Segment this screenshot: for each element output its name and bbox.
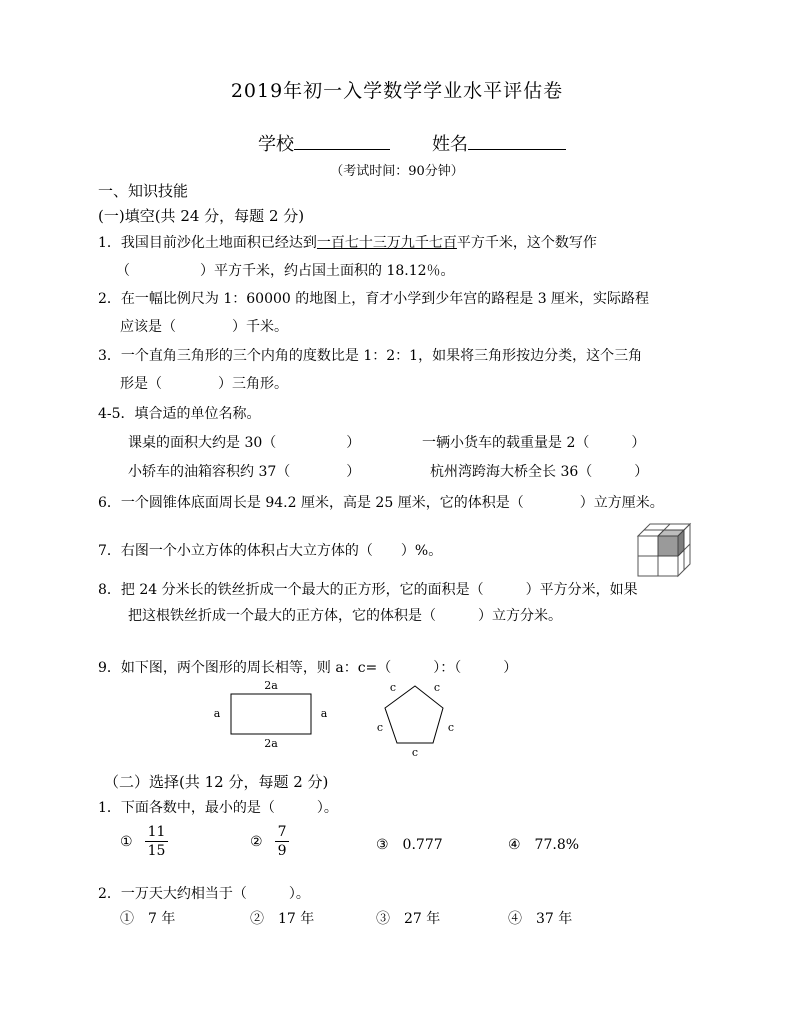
name-field[interactable] [432, 130, 566, 156]
question-7: 7．右图一个小立方体的体积占大立方体的（ ）%。 [98, 543, 443, 559]
school-label: 学校 [258, 134, 294, 155]
school-blank[interactable] [294, 137, 390, 150]
question-45-d: 杭州湾跨海大桥全长 36（ ） [430, 464, 649, 480]
pentagon-label: c [447, 721, 455, 734]
question-1-line2: （ ）平方千米，约占国土面积的 18.12％。 [116, 263, 455, 279]
choice-question-2: 2．一万天大约相当于（ ）。 [98, 886, 310, 902]
pentagon-figure [372, 676, 460, 758]
q1-underlined: 一百七十三万九千七百 [316, 235, 457, 251]
q1-post: 平方千米，这个数写作 [456, 235, 597, 251]
question-8-line1: 8．把 24 分米长的铁丝折成一个最大的正方形，它的面积是（ ）平方分米，如果 [98, 582, 638, 598]
rect-label-top: 2a [264, 679, 278, 692]
choice-2-option-3[interactable]: ③ 27 年 [376, 911, 441, 927]
pentagon-label: c [433, 681, 441, 694]
choice-1-option-2[interactable] [250, 823, 289, 860]
question-3-line1: 3．一个直角三角形的三个内角的度数比是 1：2：1，如果将三角形按边分类，这个三角 [98, 348, 643, 364]
question-45-intro: 4-5．填合适的单位名称。 [98, 406, 261, 422]
choice-2-option-4[interactable]: ④ 37 年 [508, 911, 573, 927]
pentagon-shape [385, 686, 443, 743]
q1-pre: 1．我国目前沙化土地面积已经达到 [98, 235, 317, 251]
question-8-line2: 把这根铁丝折成一个最大的正方体，它的体积是（ ）立方分米。 [128, 608, 562, 624]
question-6: 6．一个圆锥体底面周长是 94.2 厘米，高是 25 厘米，它的体积是（ ）立方厘米。 [98, 495, 664, 511]
fraction [275, 823, 290, 860]
option-marker: ② [250, 833, 263, 850]
cube-figure [636, 522, 698, 578]
pentagon-label: c [389, 681, 397, 694]
page-title: 2019年初一入学数学学业水平评估卷 [230, 80, 564, 102]
fill-heading: (一)填空(共 24 分，每题 2 分) [98, 207, 305, 225]
question-45-c: 小轿车的油箱容积约 37（ ） [128, 464, 361, 480]
pentagon-label: c [376, 721, 384, 734]
question-3-line2: 形是（ ）三角形。 [120, 376, 288, 392]
fraction-denominator: 9 [277, 843, 287, 859]
choice-1-option-1[interactable] [120, 823, 168, 860]
option-marker: ① [120, 833, 133, 850]
question-1-line1 [98, 232, 597, 252]
fraction-denominator: 15 [147, 843, 166, 859]
choice-2-option-1[interactable]: ① 7 年 [120, 911, 176, 927]
choice-2-option-2[interactable]: ② 17 年 [250, 911, 315, 927]
shaded-small-cube [658, 536, 678, 556]
question-2-line2: 应该是（ ）千米。 [120, 319, 288, 335]
name-label: 姓名 [432, 134, 468, 155]
question-45-a: 课桌的面积大约是 30（ ） [128, 435, 361, 451]
rect-label-bottom: 2a [264, 737, 278, 750]
section-heading: 一、知识技能 [98, 182, 189, 200]
question-2-line1: 2．在一幅比例尺为 1：60000 的地图上，育才小学到少年宫的路程是 3 厘米，实际路程 [98, 291, 650, 307]
fraction [145, 823, 169, 860]
exam-time: （考试时间：90分钟） [330, 164, 464, 179]
question-9: 9．如下图，两个图形的周长相等，则 a：c=（ ）：（ ） [98, 660, 518, 676]
choice-question-1: 1．下面各数中，最小的是（ ）。 [98, 800, 338, 816]
pentagon-label: c [411, 746, 419, 758]
rect-label-right: a [320, 707, 328, 720]
choice-1-option-4[interactable]: ④ 77.8% [508, 837, 580, 853]
rectangle-shape [231, 694, 311, 734]
rectangle-figure [205, 676, 340, 752]
fraction-numerator: 7 [275, 823, 290, 842]
rect-label-left: a [213, 707, 221, 720]
choice-heading: （二）选择(共 12 分，每题 2 分) [104, 773, 329, 791]
question-45-b: 一辆小货车的载重量是 2（ ） [422, 435, 646, 451]
name-blank[interactable] [468, 137, 566, 150]
fraction-numerator: 11 [145, 823, 169, 842]
school-field[interactable] [258, 130, 390, 156]
choice-1-option-3[interactable]: ③ 0.777 [376, 837, 443, 853]
